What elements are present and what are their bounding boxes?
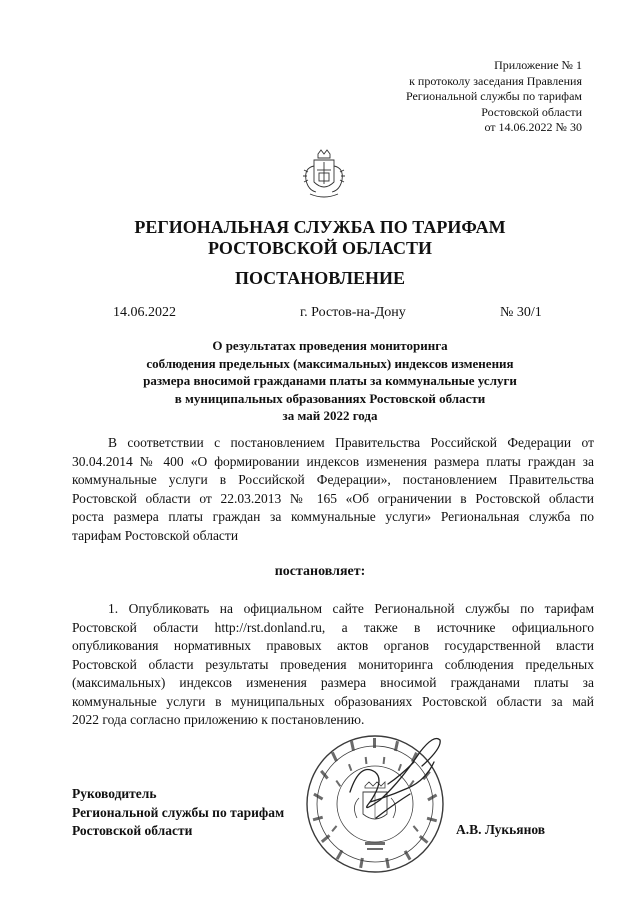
appendix-line: Ростовской области (481, 104, 582, 119)
paragraph-line: Ростовской области результаты проведения мониторинга соблюдения предельных (72, 656, 594, 672)
paragraph-line: 2022 года согласно приложению к постановлению. (72, 712, 365, 727)
paragraph-line: 30.04.2014 № 400 «О формировании индексов изменения размера платы граждан за (72, 453, 594, 469)
handwritten-signature-icon (330, 732, 450, 842)
signatory-position-line: Ростовской области (72, 823, 193, 838)
signatory-position-line: Руководитель (72, 786, 157, 801)
subject-line: соблюдения предельных (максимальных) индексов изменения (146, 355, 514, 371)
signatory-name: А.В. Лукьянов (456, 822, 546, 837)
subject-line: в муниципальных образованиях Ростовской области (174, 390, 486, 406)
paragraph-line: (максимальных) индексов изменения размера вносимой гражданами платы за (72, 675, 594, 690)
subject-line: О результатах проведения мониторинга (212, 338, 448, 353)
document-city: г. Ростов-на-Дону (300, 305, 406, 320)
paragraph-line: 1. Опубликовать на официальном сайте Региональной службы по тарифам (108, 601, 594, 616)
preamble-paragraph (72, 434, 594, 545)
subject-line: за май 2022 года (282, 408, 378, 423)
appendix-reference (406, 58, 582, 136)
document-number: № 30/1 (500, 305, 542, 320)
paragraph-line: роста размера платы граждан за коммунальные услуги» Региональная служба по (72, 509, 594, 524)
subject-line: размера вносимой гражданами платы за коммунальные услуги (143, 373, 517, 388)
resolution-paragraph (72, 600, 594, 730)
coat-of-arms-icon (300, 146, 348, 202)
signatory-position-line: Региональной службы по тарифам (72, 804, 285, 820)
paragraph-line: опубликования нормативных правовых актов органов государственной власти (72, 638, 594, 653)
paragraph-line: тарифам Ростовской области (72, 527, 239, 543)
paragraph-line: В соответствии с постановлением Правительства Российской Федерации от (108, 435, 594, 450)
document-subject (100, 337, 560, 425)
paragraph-line: коммунальные услуги в Российской Федерации», постановлением Правительства (72, 472, 594, 487)
organization-name-line2: РОСТОВСКОЙ ОБЛАСТИ (208, 238, 432, 258)
resolves-heading: постановляет: (274, 564, 366, 579)
document-type-title: ПОСТАНОВЛЕНИЕ (234, 268, 406, 288)
organization-name-line1: РЕГИОНАЛЬНАЯ СЛУЖБА ПО ТАРИФАМ (134, 217, 506, 237)
document-date: 14.06.2022 (113, 305, 176, 320)
signatory-position (72, 785, 284, 841)
appendix-line: Региональной службы по тарифам (405, 89, 582, 103)
paragraph-line: Ростовской области http://rst.donland.ru, а также в источнике официального (72, 619, 594, 635)
appendix-line: от 14.06.2022 № 30 (484, 120, 582, 134)
appendix-line: Приложение № 1 (494, 58, 582, 72)
paragraph-line: коммунальные услуги в муниципальных образованиях Ростовской области за май (72, 693, 594, 709)
appendix-line: к протоколу заседания Правления (409, 73, 582, 88)
paragraph-line: Ростовской области от 22.03.2013 № 165 «Об ограничении в Ростовской области (72, 490, 594, 506)
